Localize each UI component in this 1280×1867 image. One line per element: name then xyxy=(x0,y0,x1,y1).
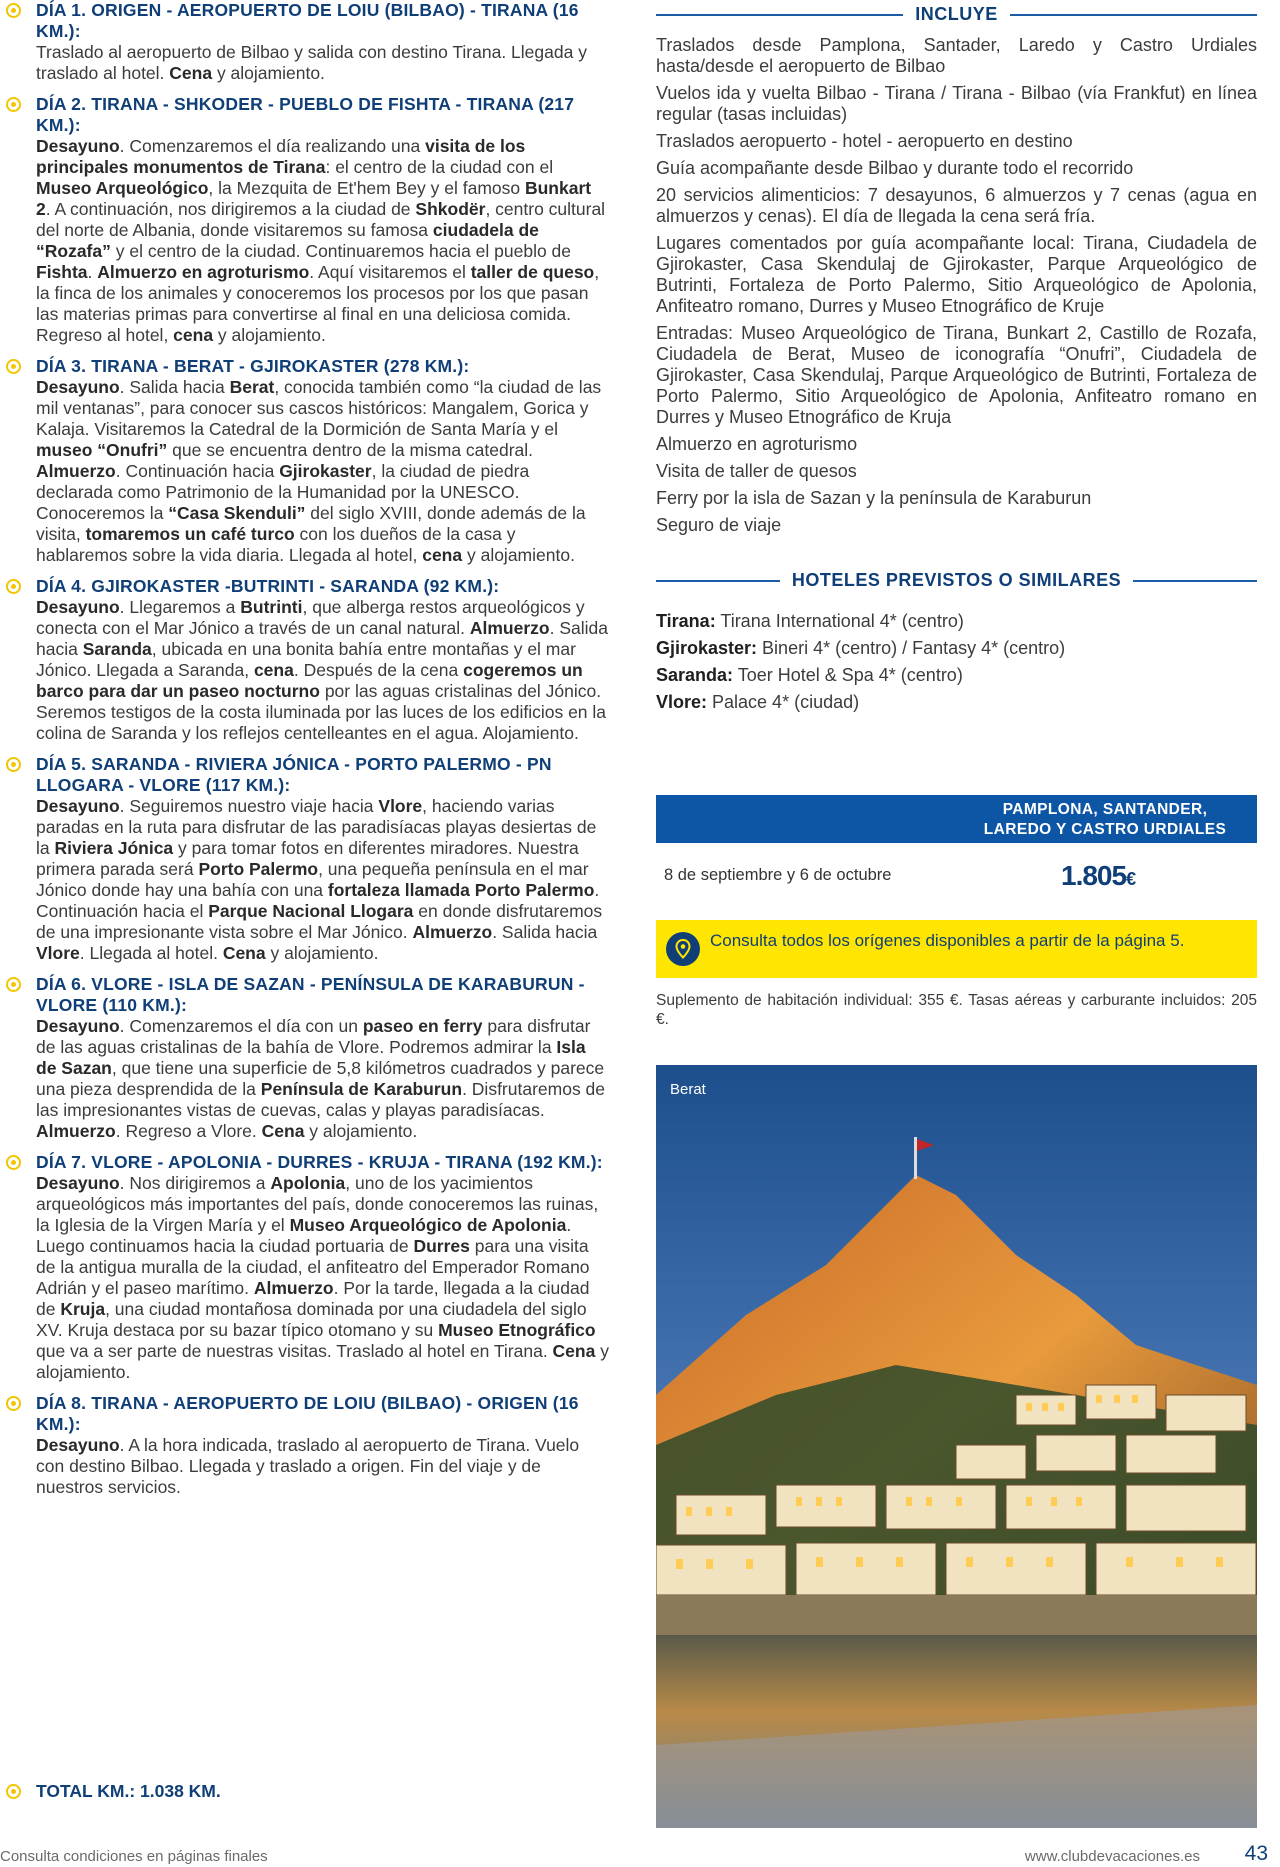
itinerary-day xyxy=(12,356,610,566)
body-text: y alojamiento. xyxy=(462,545,575,565)
highlight-text: Saranda xyxy=(82,639,152,659)
itinerary-day xyxy=(12,94,610,346)
price-origins-line2: LAREDO Y CASTRO URDIALES xyxy=(983,821,1227,838)
body-text: . A la hora indicada, traslado al aeropuerto de Tirana. Vuelo con destino Bilbao. Llegada y traslado a origen. Fin del viaje y de nuestros servicios. xyxy=(36,1435,580,1497)
hoteles-heading-label: HOTELES PREVISTOS O SIMILARES xyxy=(791,570,1122,590)
berat-photo xyxy=(656,1065,1257,1828)
incluye-heading xyxy=(656,4,1257,25)
body-text: y alojamiento. xyxy=(213,325,326,345)
total-marker-icon xyxy=(6,1784,21,1799)
day-title: DÍA 8. TIRANA - AEROPUERTO DE LOIU (BILBAO) - ORIGEN (16 KM.): xyxy=(36,1393,579,1434)
highlight-text: Fishta xyxy=(36,262,88,282)
day-description xyxy=(36,597,610,744)
body-text: , conocida también como “la ciudad de las mil ventanas”, para conocer sus cascos históricos: Mangalem, Gorica y Kalaja. Visitaremos la Catedral de la Dormición de Santa María y el xyxy=(36,377,602,439)
body-text: . Salida hacia xyxy=(36,618,608,659)
highlight-text: cogeremos un barco para dar un paseo nocturno xyxy=(36,660,583,701)
hotel-row xyxy=(656,692,1257,713)
body-text: . Llegada al hotel. xyxy=(79,943,223,963)
body-text: y alojamiento. xyxy=(212,63,325,83)
body-text: , que tiene una superficie de 5,8 kilómetros cuadrados y parece una pieza desprendida de la xyxy=(36,1058,605,1099)
body-text: del siglo XVIII, donde además de la visita, xyxy=(36,503,586,544)
day-marker-icon xyxy=(6,97,21,112)
highlight-text: tomaremos un café turco xyxy=(85,524,295,544)
origins-notice-text: Consulta todos los orígenes disponibles a partir de la página 5. xyxy=(710,931,1185,950)
body-text: , la finca de los animales y conoceremos los procesos por los que pasan las materias primas para convertirse al final en una deliciosa comida. Regreso al hotel, xyxy=(36,262,600,345)
day-description xyxy=(36,377,610,566)
highlight-text: Desayuno xyxy=(36,597,120,617)
incluye-item: Traslados aeropuerto - hotel - aeropuerto en destino xyxy=(656,131,1073,151)
day-title: DÍA 1. ORIGEN - AEROPUERTO DE LOIU (BILBAO) - TIRANA (16 KM.): xyxy=(36,0,579,41)
itinerary-day xyxy=(12,1393,610,1498)
highlight-text: Almuerzo xyxy=(36,1121,116,1141)
highlight-text: Museo Arqueológico de Apolonia xyxy=(289,1215,567,1235)
body-text: y alojamiento. xyxy=(265,943,379,963)
footer-url[interactable]: www.clubdevacaciones.es xyxy=(1024,1848,1200,1865)
body-text: . Disfrutaremos de las impresionantes vistas de cuevas, calas y playas paradisíacas. xyxy=(36,1079,606,1120)
highlight-text: Gjirokaster xyxy=(279,461,372,481)
body-text: con los dueños de la casa y hablaremos sobre la vida diaria. Llegada al hotel, xyxy=(36,524,516,565)
body-text: , haciendo varias paradas en la ruta para disfrutar de las paradisíacas playas desiertas de la xyxy=(36,796,597,858)
price-origin-bar xyxy=(656,795,1257,843)
day-marker-icon xyxy=(6,757,21,772)
incluye-list xyxy=(656,35,1257,536)
highlight-text: visita de los principales monumentos de Tirana xyxy=(36,136,526,177)
incluye-item: Traslados desde Pamplona, Santader, Laredo y Castro Urdiales hasta/desde el aeropuerto de Bilbao xyxy=(656,35,1257,76)
price-origins xyxy=(965,800,1245,840)
body-text: . Continuación hacia xyxy=(115,461,280,481)
body-text: , uno de los yacimientos arqueológicos más importantes del país, donde conoceremos las ruinas, la Iglesia de la Virgen María y el xyxy=(36,1173,599,1235)
highlight-text: Desayuno xyxy=(36,1173,120,1193)
day-marker-icon xyxy=(6,1155,21,1170)
hotel-city: Gjirokaster: xyxy=(656,638,758,658)
body-text: . Luego continuamos hacia la ciudad portuaria de xyxy=(36,1215,572,1256)
highlight-text: museo “Onufri” xyxy=(36,440,168,460)
itinerary-day xyxy=(12,0,610,84)
incluye-item: Vuelos ida y vuelta Bilbao - Tirana / Tirana - Bilbao (vía Frankfut) en línea regular (tasas incluidas) xyxy=(656,83,1257,124)
incluye-item: Ferry por la isla de Sazan y la península de Karaburun xyxy=(656,488,1092,508)
body-text: . Llegaremos a xyxy=(119,597,241,617)
price-amount xyxy=(1061,860,1135,892)
body-text: y el centro de la ciudad. Continuaremos hacia el pueblo de xyxy=(110,241,572,261)
day-description xyxy=(36,1435,610,1498)
highlight-text: paseo en ferry xyxy=(362,1016,483,1036)
body-text: por las aguas cristalinas del Jónico. Seremos testigos de la costa iluminada por las luces de los edificios en la colina de Saranda y los reflejos centelleantes en el agua. Alojamiento. xyxy=(36,681,607,743)
body-text: . Después de la cena xyxy=(293,660,464,680)
body-text: . Seguiremos nuestro viaje hacia xyxy=(119,796,379,816)
footer-conditions: Consulta condiciones en páginas finales xyxy=(0,1848,268,1865)
highlight-text: taller de queso xyxy=(470,262,595,282)
details-column xyxy=(656,0,1257,719)
day-title: DÍA 6. VLORE - ISLA DE SAZAN - PENÍNSULA DE KARABURUN - VLORE (110 KM.): xyxy=(36,974,585,1015)
highlight-text: Butrinti xyxy=(240,597,303,617)
highlight-text: Museo Etnográfico xyxy=(438,1320,596,1340)
highlight-text: Parque Nacional Llogara xyxy=(208,901,414,921)
hotel-name: Bineri 4* (centro) / Fantasy 4* (centro) xyxy=(757,638,1066,658)
incluye-item: Seguro de viaje xyxy=(656,515,782,535)
hotel-row xyxy=(656,638,1257,659)
body-text: . Salida hacia xyxy=(119,377,230,397)
highlight-text: Apolonia xyxy=(270,1173,346,1193)
day-marker-icon xyxy=(6,359,21,374)
highlight-text: Shkodër xyxy=(415,199,486,219)
body-text: para disfrutar de las aguas cristalinas de la bahía de Vlore. Podremos admirar la xyxy=(36,1016,591,1057)
price-currency: € xyxy=(1126,869,1136,889)
body-text: y para tomar fotos en diferentes miradores. Nuestra primera parada será xyxy=(36,838,579,879)
highlight-text: Cena xyxy=(169,63,213,83)
body-text: . Continuación hacia el xyxy=(36,880,600,921)
body-text: y alojamiento. xyxy=(304,1121,418,1141)
incluye-item: Guía acompañante desde Bilbao y durante todo el recorrido xyxy=(656,158,1134,178)
highlight-text: Kruja xyxy=(60,1299,106,1319)
day-description xyxy=(36,1173,610,1383)
body-text: , ubicada en una bonita bahía entre montañas y el mar Jónico. Llegada a Saranda, xyxy=(36,639,576,680)
highlight-text: Vlore xyxy=(378,796,423,816)
hotel-city: Saranda: xyxy=(656,665,734,685)
highlight-text: Cena xyxy=(552,1341,596,1361)
itinerary-day xyxy=(12,576,610,744)
highlight-text: Península de Karaburun xyxy=(260,1079,463,1099)
photo-caption: Berat xyxy=(670,1081,706,1098)
body-text: . Comenzaremos el día realizando una xyxy=(119,136,426,156)
highlight-text: Durres xyxy=(413,1236,470,1256)
day-marker-icon xyxy=(6,579,21,594)
itinerary-column xyxy=(12,0,610,1498)
day-description xyxy=(36,42,610,84)
day-marker-icon xyxy=(6,977,21,992)
location-pin-icon xyxy=(666,932,700,966)
body-text: , una pequeña península en el mar Jónico donde hay una bahía con una xyxy=(36,859,589,900)
hotel-name: Palace 4* (ciudad) xyxy=(707,692,860,712)
hotel-city: Tirana: xyxy=(656,611,716,631)
day-marker-icon xyxy=(6,3,21,18)
highlight-text: Berat xyxy=(229,377,275,397)
highlight-text: Desayuno xyxy=(36,1016,120,1036)
hotel-name: Tirana International 4* (centro) xyxy=(715,611,964,631)
total-km-text: TOTAL KM.: 1.038 KM. xyxy=(36,1781,221,1801)
highlight-text: Desayuno xyxy=(36,136,120,156)
body-text: . Aquí visitaremos el xyxy=(309,262,471,282)
highlight-text: Desayuno xyxy=(36,377,120,397)
highlight-text: Cena xyxy=(261,1121,305,1141)
highlight-text: Museo Arqueológico xyxy=(36,178,209,198)
body-text: . xyxy=(87,262,98,282)
body-text: , que alberga restos arqueológicos y conecta con el Mar Jónico a través de un canal natural. xyxy=(36,597,585,638)
day-description xyxy=(36,1016,610,1142)
highlight-text: cena xyxy=(422,545,463,565)
supplement-note: Suplemento de habitación individual: 355 €. Tasas aéreas y carburante incluidos: 205 €. xyxy=(656,992,1257,1028)
body-text: . A continuación, nos dirigiremos a la ciudad de xyxy=(45,199,416,219)
days-list xyxy=(12,0,610,1498)
highlight-text: cena xyxy=(253,660,294,680)
incluye-item: 20 servicios alimenticios: 7 desayunos, 6 almuerzos y 7 cenas (agua en almuerzos y cenas). El día de llegada la cena será fría. xyxy=(656,185,1257,226)
body-text: Traslado al aeropuerto de Bilbao y salida con destino Tirana. Llegada y traslado al hotel. xyxy=(36,42,587,83)
incluye-item: Lugares comentados por guía acompañante local: Tirana, Ciudadela de Gjirokaster, Casa Skendulaj de Gjirokaster, Parque Arqueológico de Butrinti, Fortaleza de Porto Palermo, Sitio Arqueológico de Apolonia, Anfiteatro romano, Durres y Museo Etnográfico de Kruje xyxy=(656,233,1257,316)
body-text: , centro cultural del norte de Albania, donde visitaremos su famosa xyxy=(36,199,606,240)
day-description xyxy=(36,136,610,346)
highlight-text: Almuerzo xyxy=(469,618,550,638)
body-text: y alojamiento. xyxy=(36,1341,609,1382)
highlight-text: Almuerzo xyxy=(253,1278,334,1298)
body-text: . Comenzaremos el día con un xyxy=(119,1016,363,1036)
total-km xyxy=(12,1781,221,1802)
body-text: que va a ser parte de nuestras visitas. Traslado al hotel en Tirana. xyxy=(36,1341,553,1361)
page-number: 43 xyxy=(1244,1842,1268,1865)
body-text: , la ciudad de piedra declarada como Patrimonio de la Humanidad por la UNESCO. Conoceremos la xyxy=(36,461,530,523)
day-title: DÍA 7. VLORE - APOLONIA - DURRES - KRUJA - TIRANA (192 KM.): xyxy=(36,1152,603,1172)
departure-dates: 8 de septiembre y 6 de octubre xyxy=(664,866,892,884)
highlight-text: fortaleza llamada Porto Palermo xyxy=(327,880,595,900)
berat-photo-image xyxy=(656,1065,1257,1828)
hotel-name: Toer Hotel & Spa 4* (centro) xyxy=(733,665,963,685)
body-text: . Regreso a Vlore. xyxy=(115,1121,262,1141)
highlight-text: Almuerzo en agroturismo xyxy=(97,262,310,282)
body-text: . Nos dirigiremos a xyxy=(119,1173,271,1193)
body-text: para una visita de la antigua muralla de la ciudad, el anfiteatro del Emperador Romano Adrián y el paseo marítimo. xyxy=(36,1236,590,1298)
body-text: : el centro de la ciudad con el xyxy=(325,157,554,177)
body-text: , una ciudad montañosa dominada por una ciudadela del siglo XV. Kruja destaca por su bazar típico otomano y su xyxy=(36,1299,587,1340)
body-text: en donde disfrutaremos de una impresionante vista sobre el Mar Jónico. xyxy=(36,901,603,942)
itinerary-day xyxy=(12,974,610,1142)
highlight-text: Vlore xyxy=(36,943,80,963)
body-text: . Salida hacia xyxy=(492,922,598,942)
incluye-item: Almuerzo en agroturismo xyxy=(656,434,858,454)
hotel-row xyxy=(656,611,1257,632)
price-value: 1.805 xyxy=(1061,860,1127,891)
day-description xyxy=(36,796,610,964)
highlight-text: cena xyxy=(173,325,214,345)
highlight-text: Desayuno xyxy=(36,1435,120,1455)
body-text: . Por la tarde, llegada a la ciudad de xyxy=(36,1278,590,1319)
incluye-item: Visita de taller de quesos xyxy=(656,461,857,481)
body-text: que se encuentra dentro de la misma catedral. xyxy=(167,440,534,460)
highlight-text: Desayuno xyxy=(36,796,120,816)
highlight-text: Porto Palermo xyxy=(198,859,319,879)
highlight-text: Riviera Jónica xyxy=(54,838,174,858)
highlight-text: Isla de Sazan xyxy=(36,1037,586,1078)
day-title: DÍA 5. SARANDA - RIVIERA JÓNICA - PORTO PALERMO - PN LLOGARA - VLORE (117 KM.): xyxy=(36,754,552,795)
highlight-text: “Casa Skenduli” xyxy=(168,503,306,523)
itinerary-day xyxy=(12,754,610,964)
price-row xyxy=(656,858,1257,894)
day-marker-icon xyxy=(6,1396,21,1411)
hoteles-heading xyxy=(656,570,1257,591)
day-title: DÍA 3. TIRANA - BERAT - GJIROKASTER (278 KM.): xyxy=(36,356,470,376)
hotel-city: Vlore: xyxy=(656,692,708,712)
origins-notice xyxy=(656,920,1257,978)
incluye-heading-label: INCLUYE xyxy=(915,4,998,24)
hotel-row xyxy=(656,665,1257,686)
highlight-text: ciudadela de “Rozafa” xyxy=(36,220,539,261)
itinerary-day xyxy=(12,1152,610,1383)
highlight-text: Bunkart 2 xyxy=(36,178,592,219)
hotel-list xyxy=(656,611,1257,713)
body-text: , la Mezquita de Et'hem Bey y el famoso xyxy=(208,178,525,198)
highlight-text: Cena xyxy=(222,943,266,963)
highlight-text: Almuerzo xyxy=(412,922,493,942)
day-title: DÍA 4. GJIROKASTER -BUTRINTI - SARANDA (92 KM.): xyxy=(36,576,500,596)
incluye-item: Entradas: Museo Arqueológico de Tirana, Bunkart 2, Castillo de Rozafa, Ciudadela de Berat, Museo de iconografía “Onufri”, Ciudadela de Gjirokaster, Casa Skendulaj, Parque Arqueológico de Butrinti, Fortaleza de Porto Palermo, Sitio Arqueológico de Apolonia, Anfiteatro romano en Durres y Museo Etnográfico de Kruja xyxy=(656,323,1257,427)
price-origins-line1: PAMPLONA, SANTANDER, xyxy=(1002,801,1208,818)
highlight-text: Almuerzo xyxy=(36,461,116,481)
day-title: DÍA 2. TIRANA - SHKODER - PUEBLO DE FISHTA - TIRANA (217 KM.): xyxy=(36,94,575,135)
